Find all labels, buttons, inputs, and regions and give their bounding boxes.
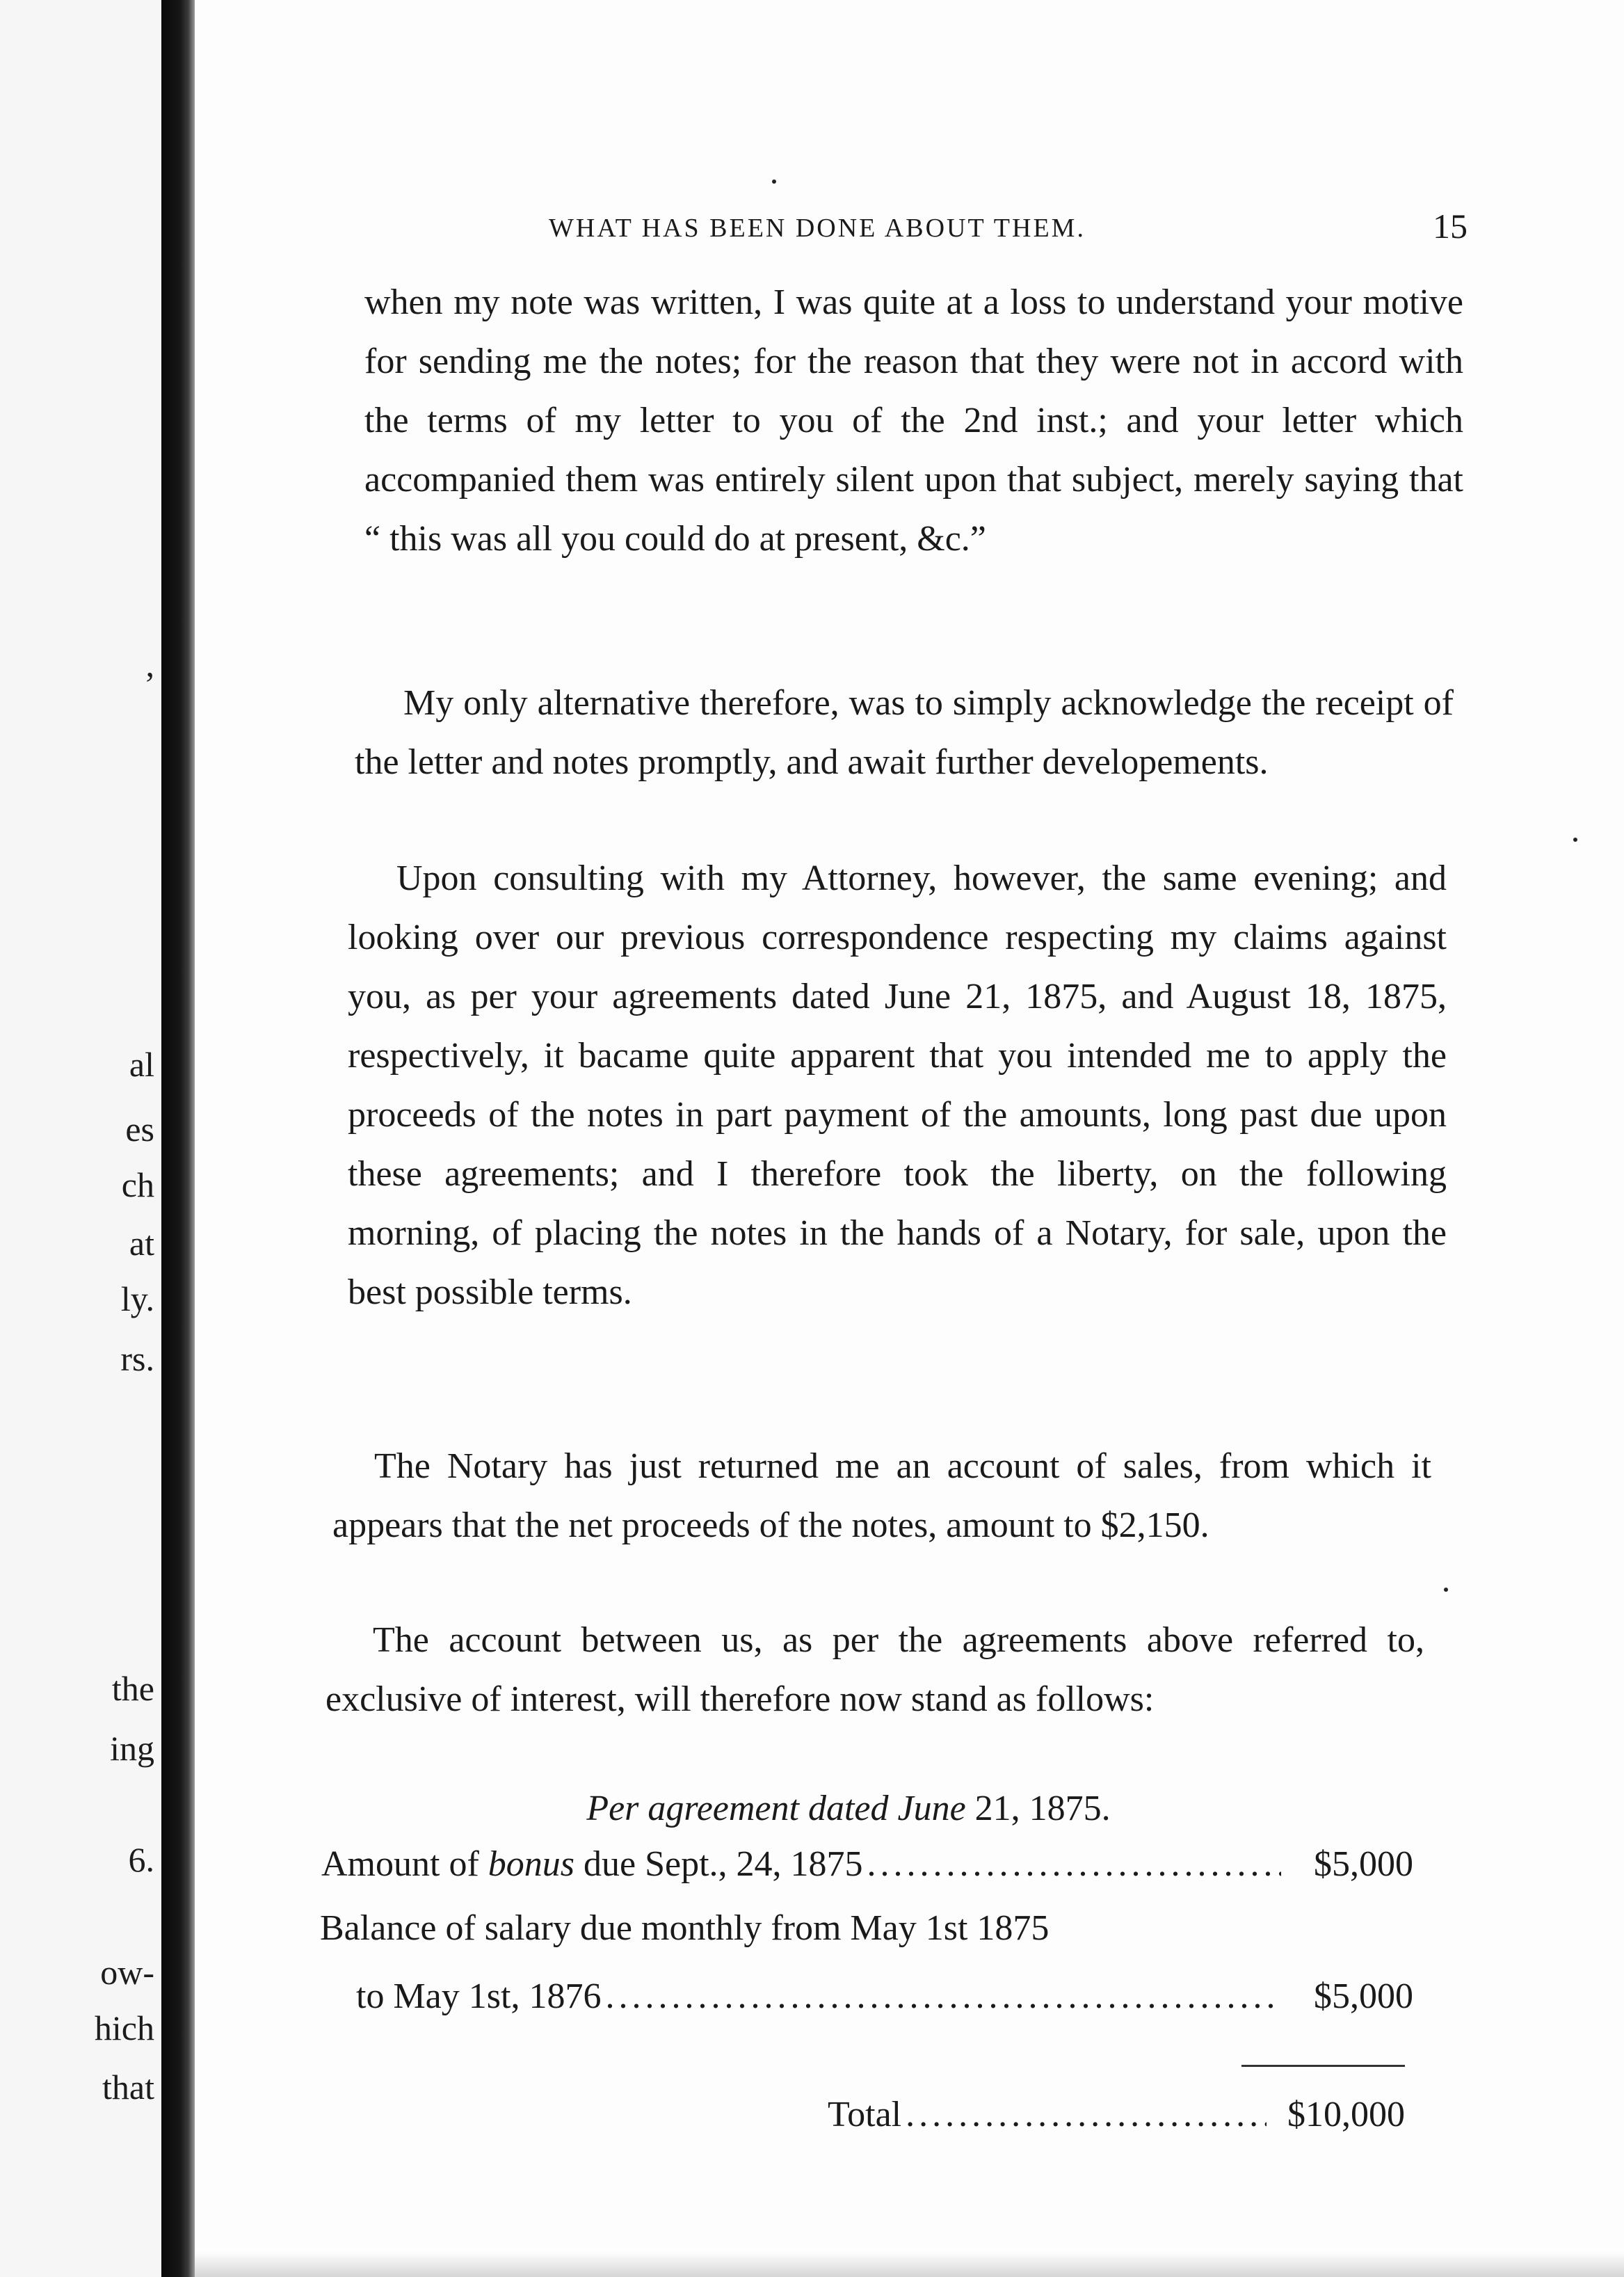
book-gutter: [161, 0, 195, 2277]
page-bottom-edge: [195, 2253, 1624, 2277]
total-label: Total: [828, 2095, 902, 2134]
account-row: [320, 1908, 1412, 1963]
previous-page-edge: [0, 0, 161, 2277]
paragraph: The Notary has just returned me an account of sales, from which it appears that the net proceeds of the notes, amount to $2,150.: [332, 1446, 1431, 1545]
account-heading-date: 21, 1875.: [974, 1789, 1111, 1828]
left-page-fragment: that: [102, 2068, 154, 2107]
account-row-label: Balance of salary due monthly from May 1st 1875: [320, 1908, 1050, 1948]
left-page-fragment: 6.: [128, 1840, 154, 1879]
sum-rule: [1241, 2065, 1405, 2067]
left-page-fragment: ,: [145, 645, 154, 684]
account-row-label: Amount of bonus due Sept., 24, 1875: [321, 1844, 863, 1884]
paragraph: My only alternative therefore, was to simply acknowledge the receipt of the letter and notes promptly, and await further developements.: [355, 683, 1454, 782]
leader-dots: [906, 2094, 1267, 2135]
print-speck: [1444, 1588, 1448, 1592]
left-page-fragment: es: [125, 1110, 154, 1149]
leader-dots: [605, 1976, 1281, 2017]
account-row-label: to May 1st, 1876: [356, 1976, 602, 2016]
left-page-fragment: ly.: [120, 1279, 154, 1318]
page-header: [376, 206, 1468, 262]
leader-dots: [867, 1844, 1281, 1885]
left-page-fragment: ow-: [100, 1953, 154, 1992]
account-row: [356, 1976, 1413, 2031]
left-page-fragment: al: [129, 1045, 154, 1084]
paragraph: Upon consulting with my Attorney, however, the same evening; and looking over our previous correspondence respecting my claims against you, as per your agreements dated June 21, 1875, and August 18, 1875, respectively, it bacame quite apparent that you intended me to apply the proceeds of the notes in part payment of the amounts, long past due upon these agreements; and I therefore took the liberty, on the following morning, of placing the notes in the hands of a Notary, for sale, upon the best possible terms.: [348, 858, 1447, 1312]
account-row: [321, 1844, 1413, 1899]
left-page-fragment: ing: [110, 1729, 154, 1768]
left-page-fragment: rs.: [120, 1339, 154, 1378]
print-speck: [1573, 838, 1577, 842]
left-page-fragment: hich: [94, 2008, 154, 2047]
running-head: WHAT HAS BEEN DONE ABOUT THEM.: [549, 214, 1086, 243]
paragraph: when my note was written, I was quite at a loss to understand your motive for sending me the notes; for the reason that they were not in accord with the terms of my letter to you of the 2nd inst.; and your letter which accompanied them was entirely silent upon that subject, merely saying that “ this was all you could do at present, &c.”: [364, 282, 1463, 559]
page-number: 15: [1433, 207, 1468, 246]
paragraph: The account between us, as per the agreements above referred to, exclusive of interest, will therefore now stand as follows:: [325, 1620, 1424, 1719]
print-speck: [772, 179, 776, 184]
account-heading: [320, 1788, 1377, 1829]
account-heading-italic: Per agreement dated June: [586, 1789, 966, 1828]
left-page-fragment: ch: [121, 1165, 154, 1204]
account-total-row: [828, 2094, 1405, 2150]
account-row-amount: $5,000: [1314, 1844, 1413, 1884]
account-row-amount: $5,000: [1314, 1976, 1413, 2016]
left-page-fragment: at: [129, 1224, 154, 1263]
left-page-fragment: the: [111, 1669, 154, 1708]
total-amount: $10,000: [1287, 2095, 1405, 2134]
